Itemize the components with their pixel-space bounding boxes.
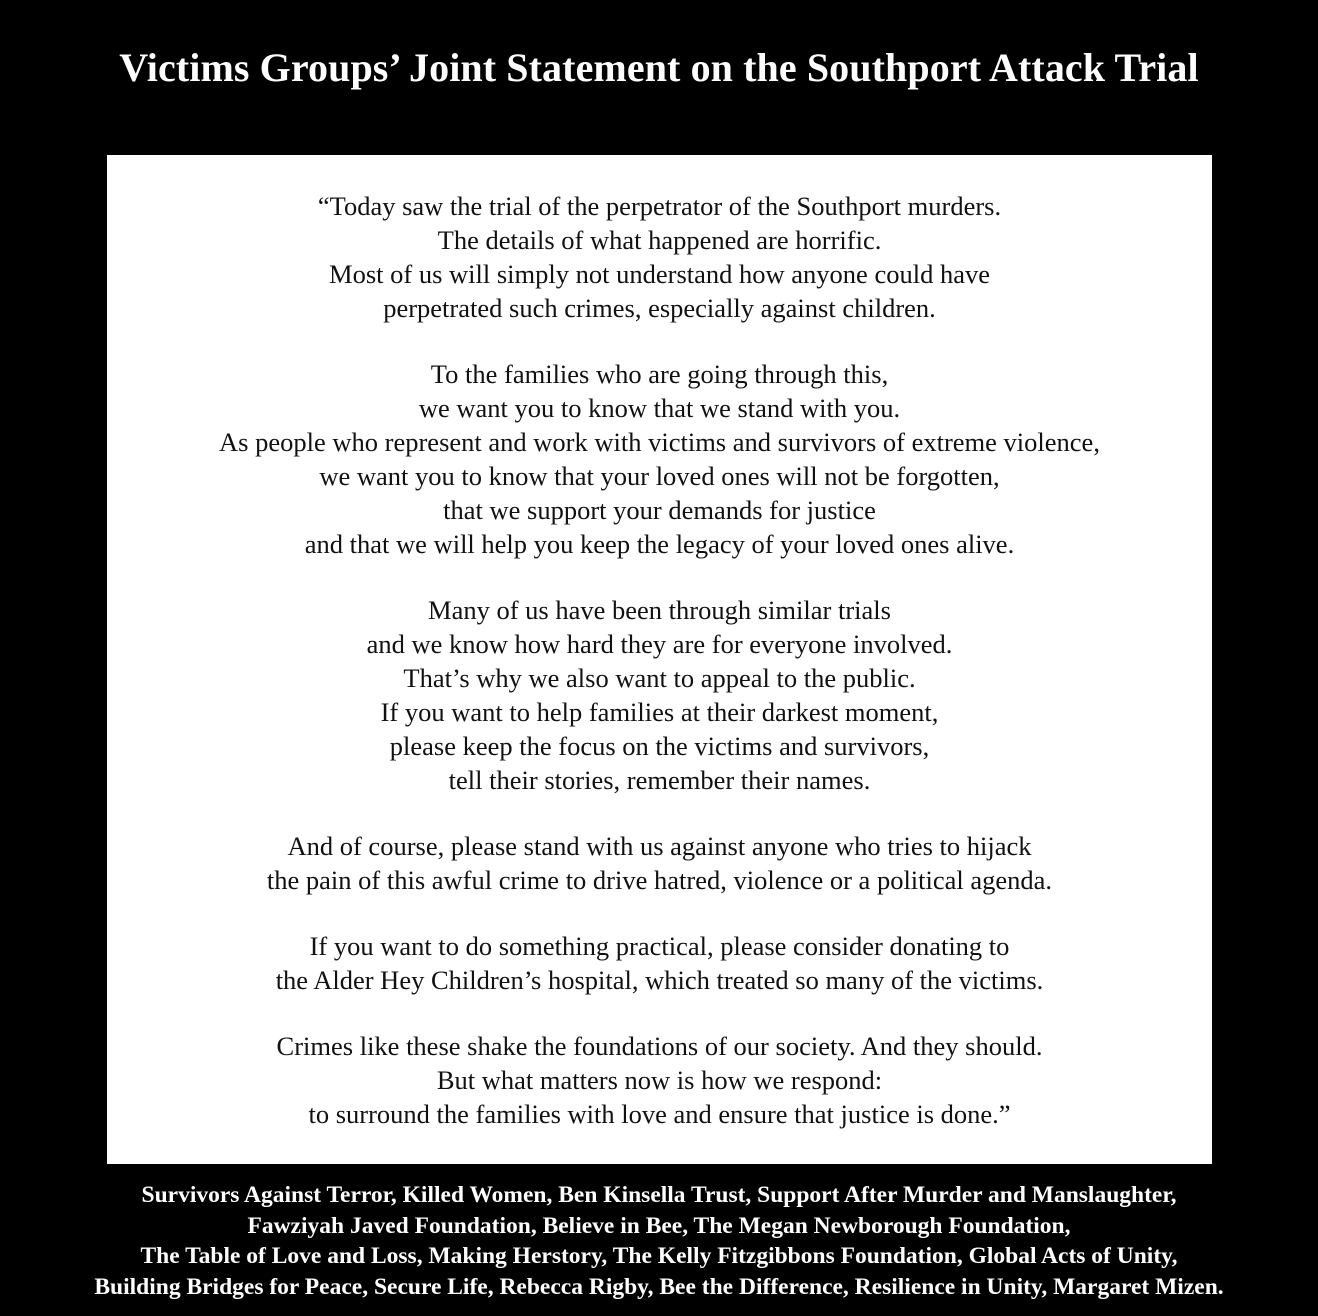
statement-line: “Today saw the trial of the perpetrator of the Southport murders. (317, 191, 1002, 221)
statement-line: that we support your demands for justice (443, 495, 876, 525)
statement-paragraph (107, 357, 1212, 561)
statement-line: we want you to know that we stand with you. (418, 393, 901, 423)
statement-line: and we know how hard they are for everyone involved. (366, 629, 953, 659)
statement-paragraph (107, 829, 1212, 897)
statement-line: If you want to do something practical, please consider donating to (309, 931, 1010, 961)
signatory-list (0, 1180, 1318, 1302)
statement-line: The details of what happened are horrific. (437, 225, 882, 255)
statement-line: tell their stories, remember their names. (448, 765, 871, 795)
statement-line: But what matters now is how we respond: (436, 1065, 883, 1095)
statement-panel (107, 155, 1212, 1164)
statement-paragraph (107, 929, 1212, 997)
statement-line: the Alder Hey Children’s hospital, which treated so many of the victims. (275, 965, 1044, 995)
statement-line: That’s why we also want to appeal to the public. (403, 663, 916, 693)
statement-paragraph (107, 593, 1212, 797)
statement-line: and that we will help you keep the legacy of your loved ones alive. (304, 529, 1015, 559)
statement-line: please keep the focus on the victims and survivors, (389, 731, 930, 761)
statement-paragraph (107, 1029, 1212, 1131)
statement-line: And of course, please stand with us against anyone who tries to hijack (287, 831, 1032, 861)
statement-line: As people who represent and work with victims and survivors of extreme violence, (219, 427, 1100, 457)
statement-line: If you want to help families at their darkest moment, (380, 697, 939, 727)
page-title: Victims Groups’ Joint Statement on the Southport Attack Trial (119, 45, 1199, 90)
statement-line: to surround the families with love and ensure that justice is done.” (308, 1099, 1011, 1129)
signatory-line: Fawziyah Javed Foundation, Believe in Bee, The Megan Newborough Foundation, (247, 1212, 1071, 1239)
statement-line: perpetrated such crimes, especially against children. (383, 293, 936, 323)
statement-line: we want you to know that your loved ones will not be forgotten, (319, 461, 1000, 491)
signatory-line: Building Bridges for Peace, Secure Life, Rebecca Rigby, Bee the Difference, Resilience in Unity, Margaret Mizen. (94, 1273, 1224, 1300)
statement-line: Many of us have been through similar trials (428, 595, 891, 625)
signatory-line: Survivors Against Terror, Killed Women, Ben Kinsella Trust, Support After Murder and Manslaughter, (141, 1182, 1177, 1208)
statement-line: Crimes like these shake the foundations of our society. And they should. (276, 1031, 1043, 1061)
statement-line: Most of us will simply not understand how anyone could have (329, 259, 990, 289)
statement-body (107, 189, 1212, 1131)
statement-line: the pain of this awful crime to drive hatred, violence or a political agenda. (266, 865, 1053, 895)
statement-line: To the families who are going through this, (430, 359, 889, 389)
signatory-line: The Table of Love and Loss, Making Herstory, The Kelly Fitzgibbons Foundation, Global Acts of Unity, (140, 1243, 1178, 1269)
statement-paragraph (107, 189, 1212, 325)
